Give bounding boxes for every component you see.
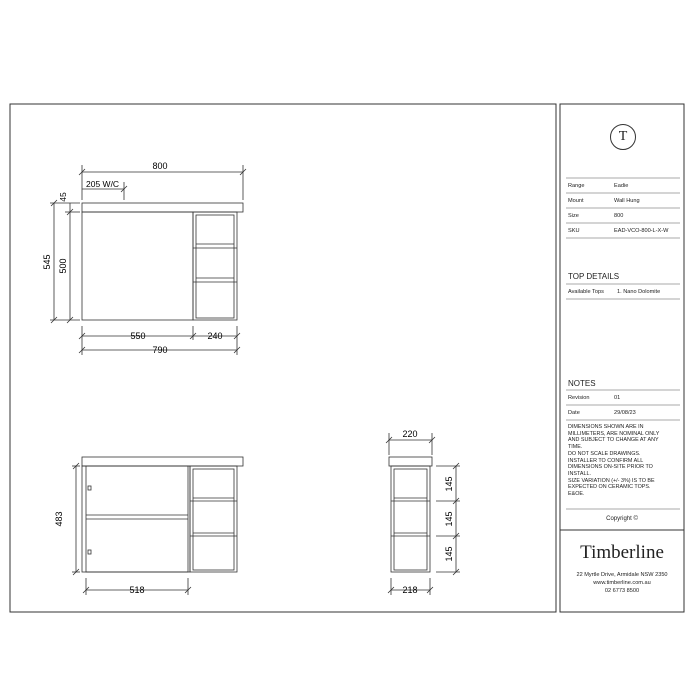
notes-row-date: Date 29/08/23 [568, 410, 636, 416]
timberline-logo-icon: T [610, 124, 636, 150]
dim-shelf-1: 145 [444, 476, 454, 492]
dim-wc-cutout: 205 W/C [86, 179, 120, 189]
company-phone: 02 6773 8500 [604, 588, 640, 594]
top-details-row: Available Tops 1. Nano Dolomite [568, 289, 661, 295]
dim-body-height: 500 [58, 258, 68, 274]
dim-overall-width: 800 [152, 161, 168, 171]
spec-row-size: Size 800 [568, 213, 624, 219]
front-view [72, 457, 243, 595]
notes-heading: NOTES [568, 379, 596, 388]
dim-front-inner-width: 518 [129, 585, 145, 595]
notes-row-revision: Revision 01 [568, 395, 621, 401]
dim-side-top-depth: 220 [402, 429, 418, 439]
dim-overall-height: 545 [42, 254, 52, 270]
top-details-heading: TOP DETAILS [568, 272, 620, 281]
spec-row-range: Range Eadie [568, 183, 629, 189]
dim-front-height: 483 [54, 511, 64, 527]
copyright-text: Copyright © [606, 516, 638, 522]
spec-row-mount: Mount Wall Hung [568, 198, 640, 204]
dim-shelf-width: 240 [207, 331, 223, 341]
title-block [560, 104, 684, 612]
dim-top-depth: 45 [58, 192, 68, 202]
dim-cabinet-width: 550 [130, 331, 146, 341]
dim-side-bottom-depth: 218 [402, 585, 418, 595]
dim-shelf-3: 145 [444, 546, 454, 562]
disclaimer-text: DIMENSIONS SHOWN ARE IN MILLIMETERS, ARE NOMINAL ONLY AND SUBJECT TO CHANGE AT ANY TIME. DO NOT SCALE DRAWINGS. INSTALLER TO CONFIRM ALL DIMENSIONS ON-SITE PRIOR TO INSTALL. SIZE VARIATION (+/- 3%) IS TO BE EXPECTED ON CERAMIC TOPS. E&OE. [568, 424, 660, 498]
brand-name: Timberline [580, 542, 664, 563]
company-address: 22 Myrtle Drive, Armidale NSW 2350 [576, 572, 668, 578]
dim-shelf-2: 145 [444, 511, 454, 527]
company-website: www.timberline.com.au [593, 580, 651, 586]
dim-body-width: 790 [152, 345, 168, 355]
spec-row-sku: SKU EAD-VCO-800-L-X-W [568, 228, 669, 234]
top-view [50, 165, 246, 355]
